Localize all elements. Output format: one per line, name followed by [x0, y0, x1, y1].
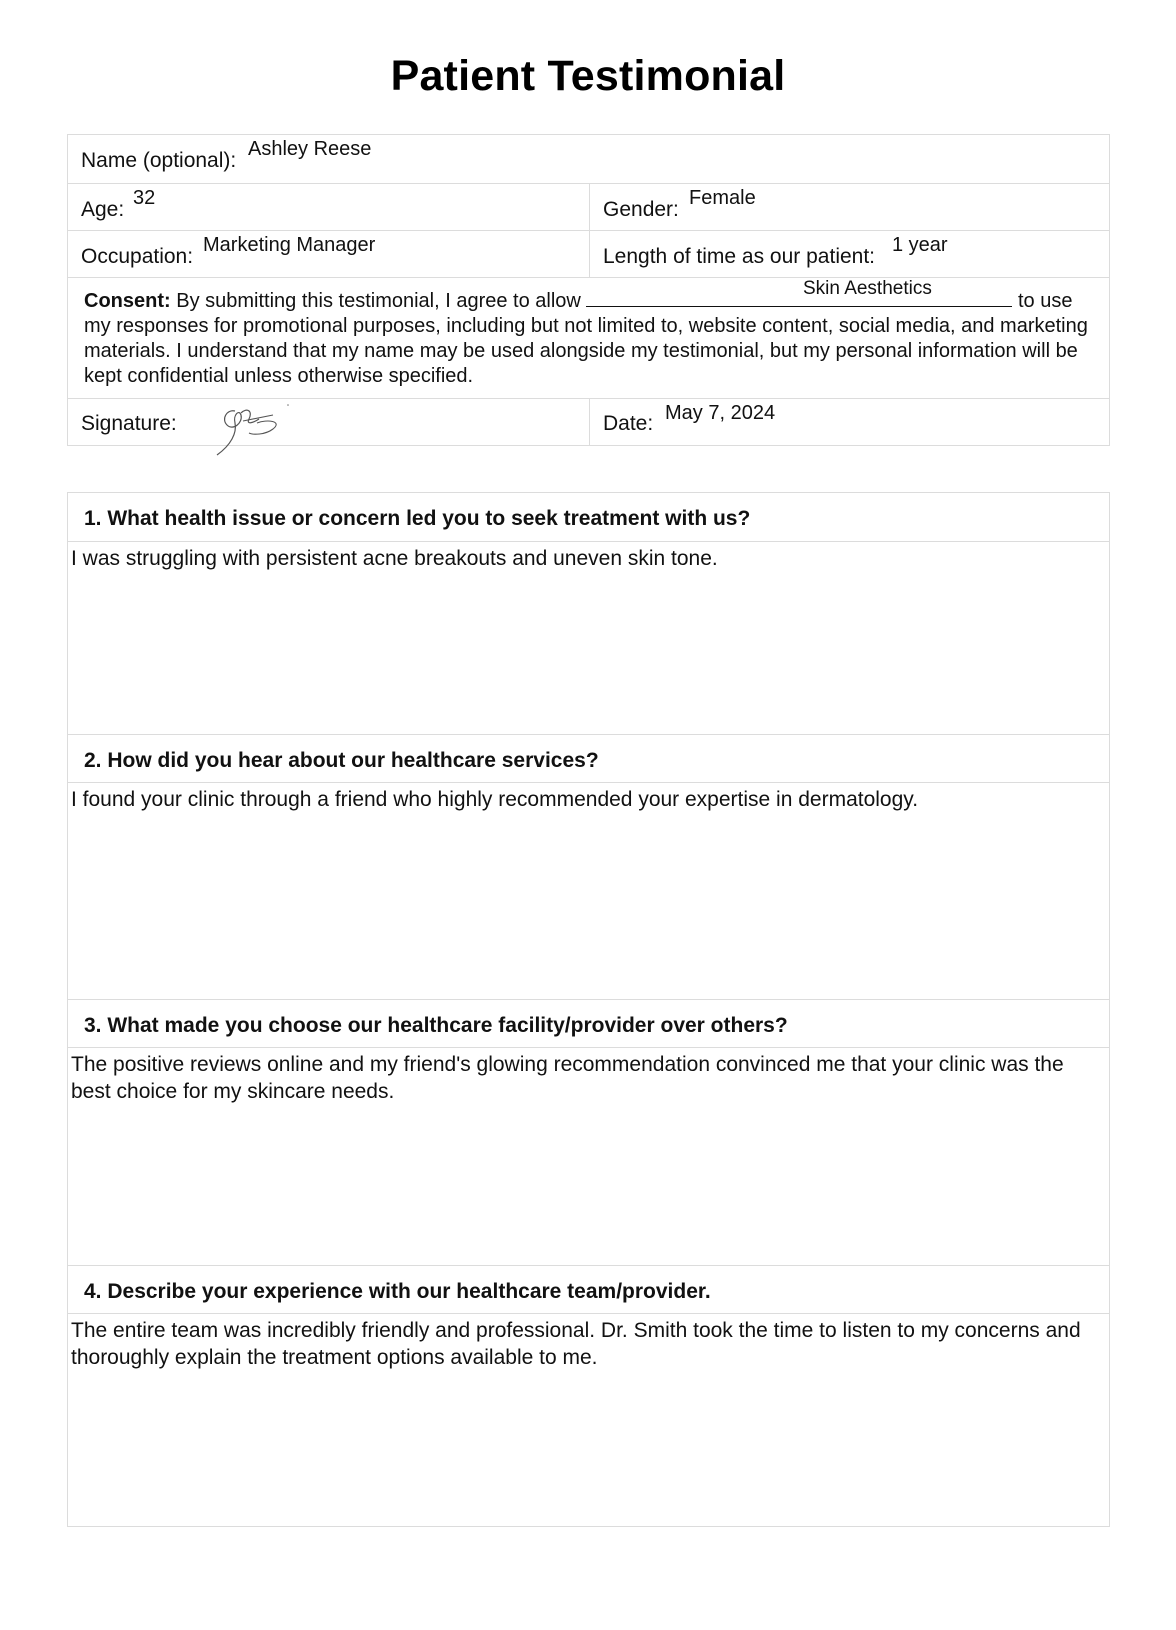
- signature-date-row: [68, 398, 1109, 446]
- question-row-1: [68, 493, 1109, 541]
- occupation-cell: [68, 231, 590, 277]
- consent-body: to use my responses for promotional purposes, including but not limited to, website content, social media, and marketing materials. I understand that my name may be used alongside my testimonial, but my personal information will be kept confidential unless otherwise specified.: [84, 290, 1088, 387]
- consent-row: [68, 277, 1109, 398]
- name-value[interactable]: Ashley Reese: [248, 138, 372, 160]
- answer-box-2[interactable]: [68, 782, 1109, 999]
- answer-2[interactable]: I found your clinic through a friend who highly recommended your expertise in dermatology.: [71, 788, 919, 811]
- answer-box-1[interactable]: [68, 541, 1109, 734]
- gender-label: Gender:: [603, 198, 679, 221]
- age-cell: [68, 184, 590, 230]
- patient-info-table: [67, 134, 1110, 446]
- answer-3[interactable]: The positive reviews online and my friend's glowing recommendation convinced me that your clinic was the best choice for my skincare needs.: [71, 1053, 1064, 1103]
- consent-heading: Consent:: [84, 290, 171, 312]
- occupation-length-row: [68, 230, 1109, 277]
- age-label: Age:: [81, 198, 125, 221]
- name-row: [68, 135, 1109, 183]
- age-value[interactable]: 32: [133, 187, 156, 209]
- consent-blank-line: [586, 290, 1012, 307]
- question-2: 2. How did you hear about our healthcare services?: [84, 749, 599, 772]
- question-1: 1. What health issue or concern led you to seek treatment with us?: [84, 507, 751, 530]
- consent-clinic-name[interactable]: Skin Aesthetics: [803, 278, 932, 299]
- question-4: 4. Describe your experience with our healthcare team/provider.: [84, 1280, 711, 1303]
- length-label: Length of time as our patient:: [603, 245, 876, 268]
- question-row-2: [68, 734, 1109, 782]
- length-cell: [590, 231, 1109, 277]
- occupation-value[interactable]: Marketing Manager: [203, 234, 376, 256]
- gender-cell: [590, 184, 1109, 230]
- gender-value[interactable]: Female: [689, 187, 756, 209]
- consent-text: [84, 289, 1094, 389]
- answer-box-4[interactable]: [68, 1313, 1109, 1526]
- answer-box-3[interactable]: [68, 1047, 1109, 1265]
- length-value[interactable]: 1 year: [892, 234, 948, 256]
- question-row-4: [68, 1265, 1109, 1313]
- occupation-label: Occupation:: [81, 245, 194, 268]
- date-cell: [590, 399, 1109, 446]
- name-label: Name (optional):: [81, 149, 237, 172]
- signature-label: Signature:: [81, 412, 177, 435]
- page-title: Patient Testimonial: [390, 52, 786, 100]
- age-gender-row: [68, 183, 1109, 230]
- signature-cell: [68, 399, 590, 446]
- date-label: Date:: [603, 412, 654, 435]
- date-value[interactable]: May 7, 2024: [665, 402, 776, 424]
- question-3: 3. What made you choose our healthcare facility/provider over others?: [84, 1014, 788, 1037]
- answer-4[interactable]: The entire team was incredibly friendly and professional. Dr. Smith took the time to listen to my concerns and thoroughly explain the treatment options available to me.: [71, 1319, 1081, 1369]
- questions-table: [67, 492, 1110, 1527]
- consent-intro: By submitting this testimonial, I agree to allow: [176, 290, 581, 312]
- question-row-3: [68, 999, 1109, 1047]
- answer-1[interactable]: I was struggling with persistent acne breakouts and uneven skin tone.: [71, 547, 718, 570]
- signature-image[interactable]: [213, 401, 293, 457]
